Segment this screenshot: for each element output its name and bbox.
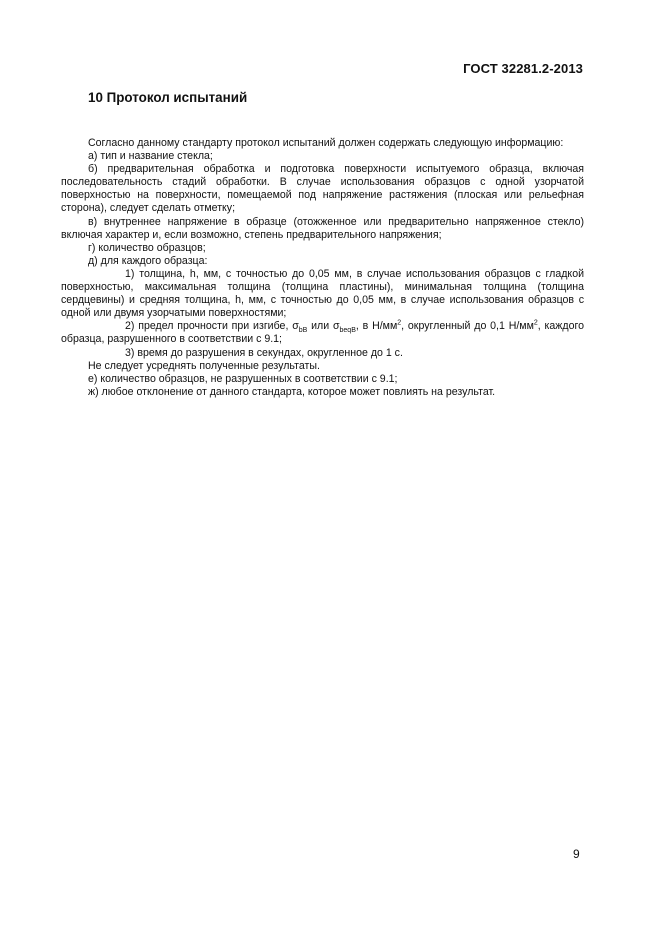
list-item-b: б) предварительная обработка и подготовка поверхности испытуемого образца, включая последовательность стадий обработки. В случае использования образцов с одной узорчатой поверхностью на поверхности, помещаемой под напряжение растяжения (плоская или рельефная сторона), следует сделать отметку; bbox=[61, 163, 584, 215]
section-title: 10 Протокол испытаний bbox=[88, 90, 248, 105]
list-item-zh: ж) любое отклонение от данного стандарта, которое может повлиять на результат. bbox=[88, 385, 496, 398]
paragraph-note: Не следует усреднять полученные результаты. bbox=[88, 359, 320, 372]
sigma-symbol: σ bbox=[292, 320, 299, 333]
list-item-e: е) количество образцов, не разрушенных в соответствии с 9.1; bbox=[88, 372, 398, 385]
sub-item-2-text-1: 2) предел прочности при изгибе, bbox=[125, 320, 293, 333]
sub-item-2-text-3: , в Н/мм bbox=[355, 320, 398, 333]
sigma-subscript: bB bbox=[298, 327, 308, 335]
list-item-d: д) для каждого образца: bbox=[88, 254, 208, 267]
sub-item-3: 3) время до разрушения в секундах, округленное до 1 с. bbox=[125, 346, 403, 359]
document-code: ГОСТ 32281.2-2013 bbox=[463, 61, 583, 76]
list-item-a: а) тип и название стекла; bbox=[88, 150, 213, 163]
list-item-v: в) внутреннее напряжение в образце (отожженное или предварительно напряженное стекло) включая характер и, если возможно, степень предварительного напряжения; bbox=[61, 215, 584, 241]
paragraph-intro: Согласно данному стандарту протокол испытаний должен содержать следующую информацию: bbox=[88, 137, 564, 149]
document-body bbox=[61, 137, 584, 399]
unit-superscript: 2 bbox=[397, 319, 402, 327]
page-number: 9 bbox=[573, 847, 580, 861]
sigma-symbol: σ bbox=[332, 320, 340, 333]
list-item-g: г) количество образцов; bbox=[88, 241, 206, 254]
sub-item-1: 1) толщина, h, мм, с точностью до 0,05 мм, в случае использования образцов с гладкой поверхностью, максимальная толщина (толщина пластины), минимальная толщина (толщина сердцевины) и средняя толщина, h, мм, с точностью до 0,05 мм, в случае использования образцов с одной или двумя узорчатыми поверхностями; bbox=[61, 267, 584, 320]
unit-superscript: 2 bbox=[533, 319, 538, 327]
sigma-subscript: beqB bbox=[339, 327, 356, 335]
sub-item-2 bbox=[61, 320, 584, 346]
sub-item-2-text-5: , каждого образца, разрушенного в соответствии с 9.1; bbox=[61, 320, 584, 346]
sub-item-2-text-4: , округленный до 0,1 Н/мм bbox=[401, 320, 534, 333]
sub-item-2-text-2: или bbox=[307, 320, 333, 333]
